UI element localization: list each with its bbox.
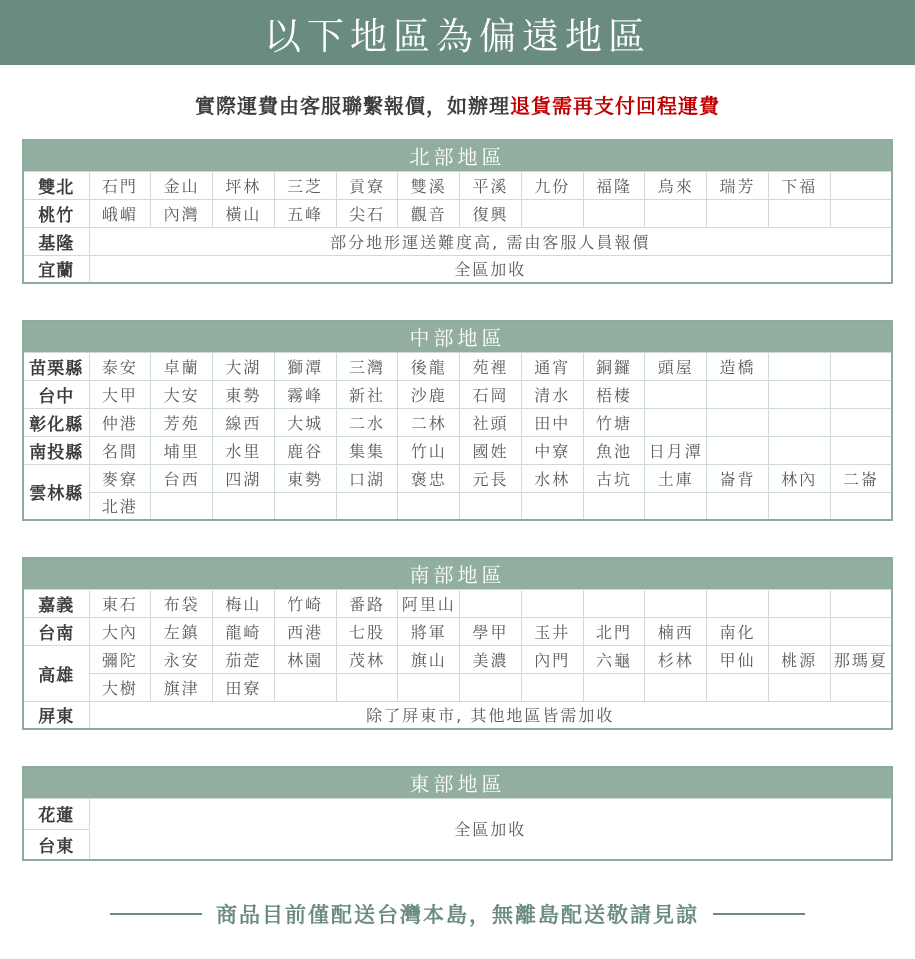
empty-cell: [274, 492, 336, 520]
area-cell: 美濃: [460, 645, 522, 673]
empty-cell: [645, 589, 707, 617]
area-cell: 口湖: [336, 464, 398, 492]
area-cell: 金山: [151, 171, 213, 199]
area-cell: 竹山: [398, 436, 460, 464]
empty-cell: [707, 492, 769, 520]
area-cell: 梧棲: [583, 380, 645, 408]
area-cell: 埔里: [151, 436, 213, 464]
row-label: 雲林縣: [23, 464, 89, 520]
area-cell: 霧峰: [274, 380, 336, 408]
area-cell: 林園: [274, 645, 336, 673]
area-cell: 二水: [336, 408, 398, 436]
table-row: [23, 589, 892, 617]
area-cell: 清水: [521, 380, 583, 408]
empty-cell: [768, 436, 830, 464]
row-label: 雙北: [23, 171, 89, 199]
area-cell: 旗津: [151, 673, 213, 701]
area-cell: 平溪: [460, 171, 522, 199]
area-cell: 那瑪夏: [830, 645, 892, 673]
area-cell: 造橋: [707, 352, 769, 380]
area-cell: 集集: [336, 436, 398, 464]
area-cell: 橫山: [213, 199, 275, 227]
area-cell: 大城: [274, 408, 336, 436]
row-label: 彰化縣: [23, 408, 89, 436]
area-cell: 茄萣: [213, 645, 275, 673]
table-row: [23, 199, 892, 227]
area-cell: 日月潭: [645, 436, 707, 464]
area-cell: 下福: [768, 171, 830, 199]
empty-cell: [830, 408, 892, 436]
empty-cell: [830, 492, 892, 520]
area-cell: 南化: [707, 617, 769, 645]
area-cell: 彌陀: [89, 645, 151, 673]
area-cell: 苑裡: [460, 352, 522, 380]
empty-cell: [336, 673, 398, 701]
empty-cell: [398, 492, 460, 520]
area-cell: 峨嵋: [89, 199, 151, 227]
area-cell: 元長: [460, 464, 522, 492]
area-cell: 九份: [521, 171, 583, 199]
empty-cell: [707, 673, 769, 701]
banner: [0, 0, 915, 65]
empty-cell: [830, 589, 892, 617]
row-label: 基隆: [23, 227, 89, 255]
area-cell: 左鎮: [151, 617, 213, 645]
empty-cell: [707, 436, 769, 464]
area-cell: 貢寮: [336, 171, 398, 199]
row-label: 屏東: [23, 701, 89, 729]
area-cell: 泰安: [89, 352, 151, 380]
table-row: [23, 380, 892, 408]
row-label: 苗栗縣: [23, 352, 89, 380]
region-title: 北部地區: [23, 140, 892, 171]
area-cell: 土庫: [645, 464, 707, 492]
empty-cell: [583, 199, 645, 227]
empty-cell: [583, 673, 645, 701]
merged-note-cell: 除了屏東市, 其他地區皆需加收: [89, 701, 892, 729]
area-cell: 竹塘: [583, 408, 645, 436]
tables-container: [0, 139, 915, 861]
area-cell: 桃源: [768, 645, 830, 673]
area-cell: 三芝: [274, 171, 336, 199]
area-cell: 阿里山: [398, 589, 460, 617]
area-cell: 社頭: [460, 408, 522, 436]
region-table-4: [22, 766, 893, 861]
area-cell: 坪林: [213, 171, 275, 199]
empty-cell: [768, 492, 830, 520]
empty-cell: [768, 380, 830, 408]
empty-cell: [645, 673, 707, 701]
area-cell: 東石: [89, 589, 151, 617]
empty-cell: [213, 492, 275, 520]
area-cell: 六龜: [583, 645, 645, 673]
area-cell: 芳苑: [151, 408, 213, 436]
area-cell: 四湖: [213, 464, 275, 492]
area-cell: 楠西: [645, 617, 707, 645]
empty-cell: [830, 617, 892, 645]
footer-note: 商品目前僅配送台灣本島，無離島配送敬請見諒: [216, 903, 699, 927]
area-cell: 東勢: [274, 464, 336, 492]
area-cell: 新社: [336, 380, 398, 408]
area-cell: 林內: [768, 464, 830, 492]
empty-cell: [830, 673, 892, 701]
table-row: [23, 171, 892, 199]
empty-cell: [830, 380, 892, 408]
area-cell: 田寮: [213, 673, 275, 701]
region-title-row: [23, 321, 892, 352]
area-cell: 北門: [583, 617, 645, 645]
area-cell: 瑞芳: [707, 171, 769, 199]
area-cell: 石門: [89, 171, 151, 199]
row-label: 花蓮: [23, 798, 89, 829]
area-cell: 旗山: [398, 645, 460, 673]
region-title-row: [23, 767, 892, 798]
row-label: 台東: [23, 829, 89, 860]
table-row: [23, 436, 892, 464]
empty-cell: [460, 492, 522, 520]
area-cell: 大甲: [89, 380, 151, 408]
table-row: [23, 352, 892, 380]
area-cell: 水林: [521, 464, 583, 492]
table-row: [23, 464, 892, 492]
table-row: [23, 701, 892, 729]
area-cell: 大湖: [213, 352, 275, 380]
area-cell: 學甲: [460, 617, 522, 645]
footer: [0, 899, 915, 929]
area-cell: 台西: [151, 464, 213, 492]
area-cell: 二林: [398, 408, 460, 436]
area-cell: 卓蘭: [151, 352, 213, 380]
area-cell: 鹿谷: [274, 436, 336, 464]
area-cell: 古坑: [583, 464, 645, 492]
area-cell: 布袋: [151, 589, 213, 617]
area-cell: 尖石: [336, 199, 398, 227]
area-cell: 名間: [89, 436, 151, 464]
row-label: 南投縣: [23, 436, 89, 464]
area-cell: 觀音: [398, 199, 460, 227]
empty-cell: [583, 589, 645, 617]
empty-cell: [768, 673, 830, 701]
table-row: [23, 645, 892, 673]
area-cell: 竹崎: [274, 589, 336, 617]
area-cell: 麥寮: [89, 464, 151, 492]
table-row: [23, 617, 892, 645]
area-cell: 內門: [521, 645, 583, 673]
area-cell: 大安: [151, 380, 213, 408]
table-row: [23, 255, 892, 283]
table-row: [23, 798, 892, 829]
area-cell: 北港: [89, 492, 151, 520]
empty-cell: [521, 492, 583, 520]
row-label: 嘉義: [23, 589, 89, 617]
footer-left-rule: [110, 913, 202, 915]
area-cell: 線西: [213, 408, 275, 436]
empty-cell: [768, 589, 830, 617]
area-cell: 後龍: [398, 352, 460, 380]
empty-cell: [768, 617, 830, 645]
area-cell: 國姓: [460, 436, 522, 464]
page-title: 以下地區為偏遠地區: [264, 14, 651, 58]
area-cell: 茂林: [336, 645, 398, 673]
empty-cell: [645, 408, 707, 436]
empty-cell: [707, 589, 769, 617]
empty-cell: [645, 492, 707, 520]
area-cell: 中寮: [521, 436, 583, 464]
row-label: 桃竹: [23, 199, 89, 227]
area-cell: 永安: [151, 645, 213, 673]
empty-cell: [645, 199, 707, 227]
area-cell: 褒忠: [398, 464, 460, 492]
area-cell: 福隆: [583, 171, 645, 199]
merged-note-cell: 全區加收: [89, 255, 892, 283]
empty-cell: [645, 380, 707, 408]
row-label: 台南: [23, 617, 89, 645]
subtitle-highlight-text: 退貨需再支付回程運費: [510, 94, 720, 118]
table-row: [23, 408, 892, 436]
area-cell: 田中: [521, 408, 583, 436]
empty-cell: [151, 492, 213, 520]
subtitle: [0, 90, 915, 119]
area-cell: 烏來: [645, 171, 707, 199]
region-table-3: [22, 557, 893, 730]
region-table-2: [22, 320, 893, 521]
table-row: [23, 227, 892, 255]
area-cell: 五峰: [274, 199, 336, 227]
area-cell: 頭屋: [645, 352, 707, 380]
row-label: 宜蘭: [23, 255, 89, 283]
area-cell: 內灣: [151, 199, 213, 227]
merged-note-cell: 全區加收: [89, 798, 892, 860]
table-row: [23, 673, 892, 701]
area-cell: 杉林: [645, 645, 707, 673]
empty-cell: [768, 408, 830, 436]
region-title-row: [23, 558, 892, 589]
area-cell: 東勢: [213, 380, 275, 408]
empty-cell: [830, 199, 892, 227]
area-cell: 沙鹿: [398, 380, 460, 408]
empty-cell: [830, 436, 892, 464]
area-cell: 大內: [89, 617, 151, 645]
region-title: 南部地區: [23, 558, 892, 589]
area-cell: 水里: [213, 436, 275, 464]
empty-cell: [830, 171, 892, 199]
area-cell: 通宵: [521, 352, 583, 380]
empty-cell: [707, 199, 769, 227]
area-cell: 仲港: [89, 408, 151, 436]
empty-cell: [398, 673, 460, 701]
area-cell: 龍崎: [213, 617, 275, 645]
area-cell: 甲仙: [707, 645, 769, 673]
region-title: 東部地區: [23, 767, 892, 798]
row-label: 台中: [23, 380, 89, 408]
region-table-1: [22, 139, 893, 284]
area-cell: 復興: [460, 199, 522, 227]
area-cell: 石岡: [460, 380, 522, 408]
area-cell: 將軍: [398, 617, 460, 645]
region-title-row: [23, 140, 892, 171]
empty-cell: [521, 589, 583, 617]
empty-cell: [521, 673, 583, 701]
area-cell: 七股: [336, 617, 398, 645]
area-cell: 雙溪: [398, 171, 460, 199]
footer-right-rule: [713, 913, 805, 915]
empty-cell: [274, 673, 336, 701]
area-cell: 西港: [274, 617, 336, 645]
region-title: 中部地區: [23, 321, 892, 352]
subtitle-normal-text: 實際運費由客服聯繫報價，如辦理: [195, 94, 510, 118]
merged-note-cell: 部分地形運送難度高, 需由客服人員報價: [89, 227, 892, 255]
empty-cell: [768, 199, 830, 227]
area-cell: 大樹: [89, 673, 151, 701]
area-cell: 二崙: [830, 464, 892, 492]
area-cell: 三灣: [336, 352, 398, 380]
area-cell: 玉井: [521, 617, 583, 645]
row-label: 高雄: [23, 645, 89, 701]
empty-cell: [830, 352, 892, 380]
empty-cell: [521, 199, 583, 227]
empty-cell: [336, 492, 398, 520]
empty-cell: [460, 673, 522, 701]
area-cell: 獅潭: [274, 352, 336, 380]
area-cell: 梅山: [213, 589, 275, 617]
empty-cell: [707, 380, 769, 408]
empty-cell: [583, 492, 645, 520]
empty-cell: [707, 408, 769, 436]
empty-cell: [460, 589, 522, 617]
table-row: [23, 492, 892, 520]
area-cell: 銅鑼: [583, 352, 645, 380]
area-cell: 魚池: [583, 436, 645, 464]
empty-cell: [768, 352, 830, 380]
area-cell: 崙背: [707, 464, 769, 492]
area-cell: 番路: [336, 589, 398, 617]
